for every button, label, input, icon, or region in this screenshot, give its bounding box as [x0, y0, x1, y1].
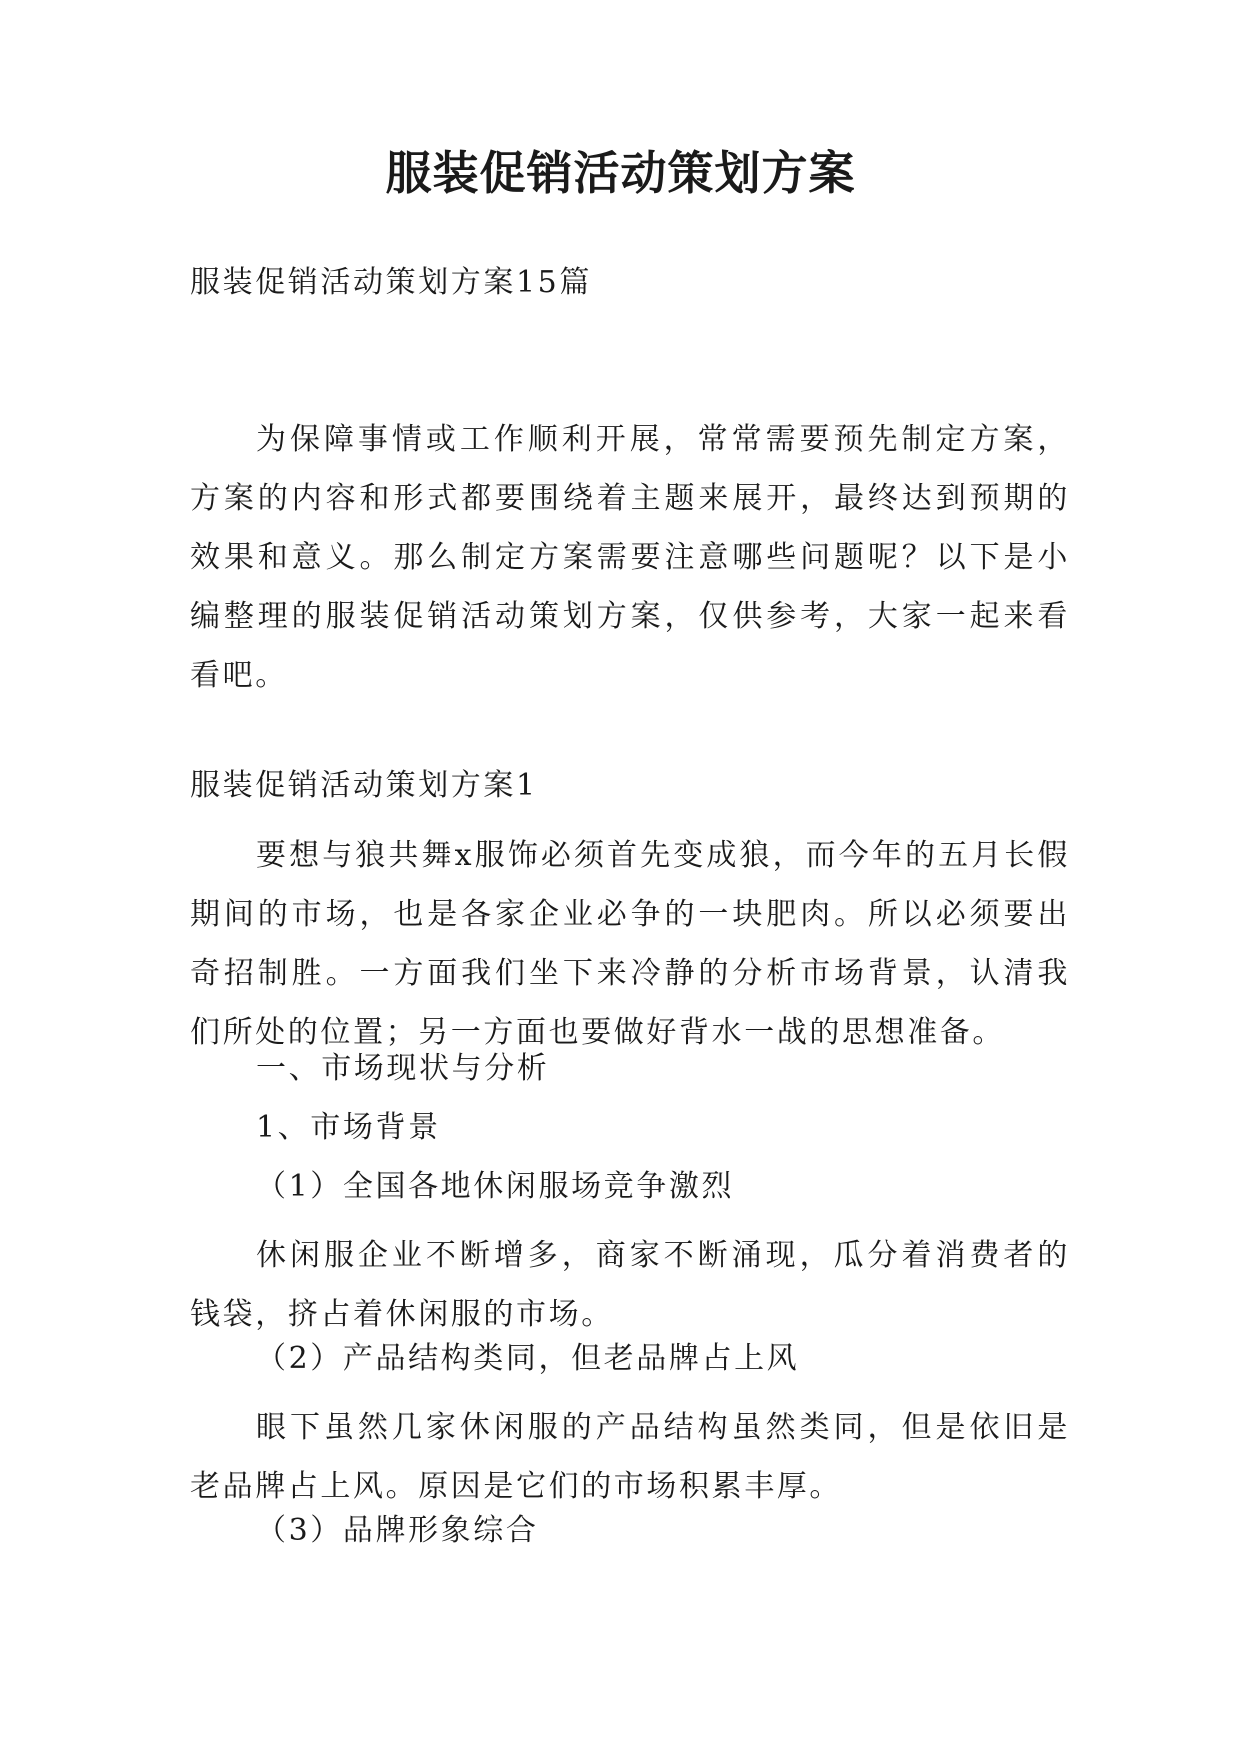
heading-market-analysis: 一、市场现状与分析 — [256, 1051, 550, 1086]
document-title: 服装促销活动策划方案 — [385, 146, 856, 200]
section-1-paragraph: 要想与狼共舞x服饰必须首先变成狼，而今年的五月长假期间的市场，也是各家企业必争的一块肥肉。所以必须要出奇招制胜。一方面我们坐下来冷静的分析市场背景，认清我们所处的位置；另一方面也要做好背水一战的思想准备。 — [190, 838, 1070, 1050]
section-1-title: 服装促销活动策划方案1 — [190, 768, 538, 803]
heading-market-background: 1、市场背景 — [256, 1110, 441, 1145]
item-2-text: 眼下虽然几家休闲服的产品结构虽然类同，但是依旧是老品牌占上风。原因是它们的市场积累丰厚。 — [190, 1410, 1070, 1504]
item-2-title: （2）产品结构类同，但老品牌占上风 — [256, 1341, 800, 1376]
item-3-title: （3）品牌形象综合 — [256, 1513, 539, 1548]
intro-paragraph: 为保障事情或工作顺利开展，常常需要预先制定方案，方案的内容和形式都要围绕着主题来展开，最终达到预期的效果和意义。那么制定方案需要注意哪些问题呢？以下是小编整理的服装促销活动策划方案，仅供参考，大家一起来看看吧。 — [190, 422, 1070, 693]
item-1-text: 休闲服企业不断增多，商家不断涌现，瓜分着消费者的钱袋，挤占着休闲服的市场。 — [190, 1238, 1070, 1332]
item-1-title: （1）全国各地休闲服场竞争激烈 — [256, 1169, 735, 1204]
document-subtitle: 服装促销活动策划方案15篇 — [190, 265, 592, 300]
